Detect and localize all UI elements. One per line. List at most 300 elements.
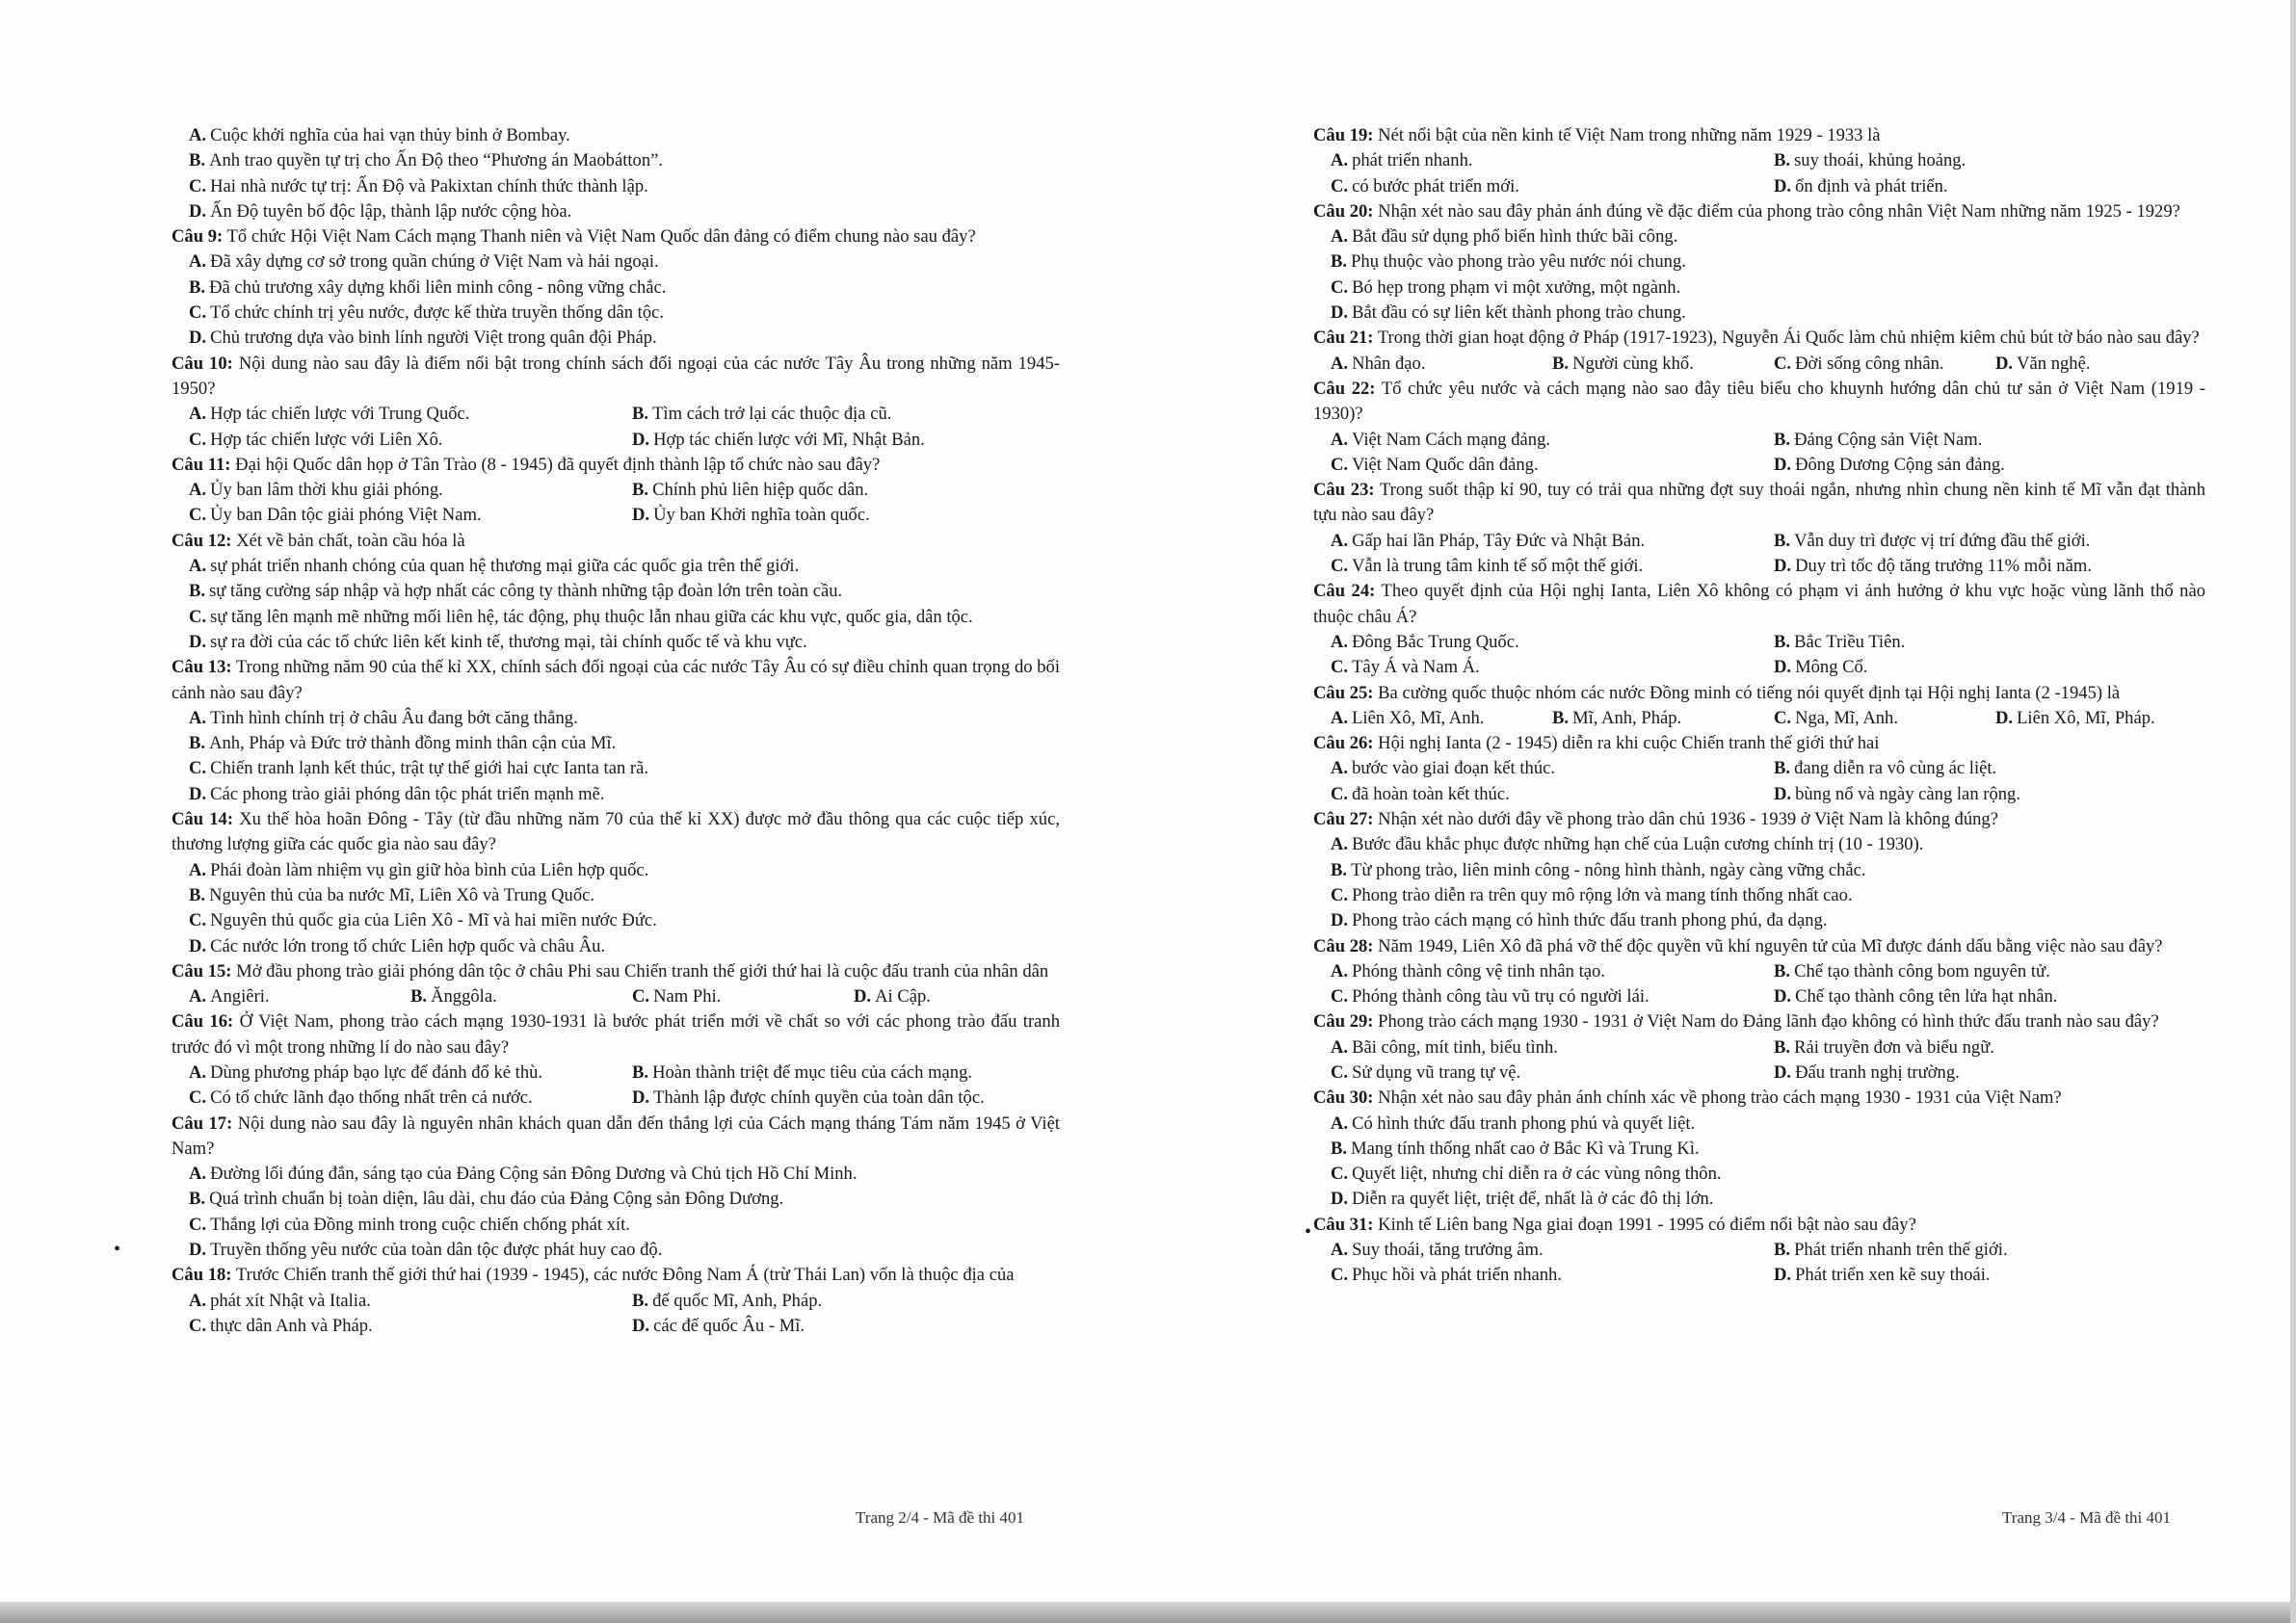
- option-text: Ai Cập.: [875, 986, 931, 1008]
- answer-option: [615, 1086, 1060, 1111]
- option-label: A.: [1331, 1036, 1349, 1058]
- option-text: Anh trao quyền tự trị cho Ấn Độ theo “Phương án Maobátton”.: [209, 150, 664, 171]
- option-text: phát xít Nhật và Italia.: [210, 1290, 371, 1311]
- option-label: A.: [1331, 150, 1349, 171]
- option-text: Nguyên thủ quốc gia của Liên Xô - Mĩ và hai miền nước Đức.: [210, 910, 657, 931]
- answer-option: [1313, 428, 1756, 453]
- answer-option: [615, 428, 1060, 453]
- option-label: C.: [189, 429, 207, 450]
- option-label: D.: [1774, 986, 1792, 1008]
- option-label: B.: [632, 1061, 649, 1083]
- option-label: C.: [1331, 1061, 1349, 1083]
- answer-option: [615, 984, 836, 1009]
- option-label: B.: [632, 480, 649, 501]
- scan-speck: •: [114, 1239, 121, 1260]
- answer-option: [1756, 352, 1978, 377]
- option-text: Người cùng khổ.: [1572, 353, 1694, 374]
- option-text: Chế tạo thành công bom nguyên tử.: [1794, 960, 2050, 982]
- answer-option: [1313, 275, 2205, 301]
- answer-option: [1756, 1238, 2205, 1263]
- option-label: C.: [1331, 454, 1349, 475]
- answer-option: [1313, 1060, 1756, 1086]
- answer-option: [1313, 301, 2205, 326]
- question-stem: [172, 224, 1060, 249]
- answer-option: [172, 1289, 615, 1314]
- option-text: Liên Xô, Mĩ, Anh.: [1352, 707, 1485, 728]
- question: [1313, 1213, 2205, 1289]
- question-number: Câu 27:: [1313, 809, 1374, 830]
- option-text: Đã xây dựng cơ sở trong quần chúng ở Việt Nam và hải ngoại.: [210, 251, 659, 273]
- option-text: Việt Nam Quốc dân đảng.: [1352, 454, 1539, 475]
- option-text: Ủy ban lâm thời khu giải phóng.: [210, 480, 443, 501]
- answer-option: [1756, 756, 2205, 781]
- option-label: C.: [1331, 986, 1349, 1008]
- option-text: Bắt đầu sử dụng phổ biến hình thức bãi công.: [1352, 226, 1678, 248]
- option-label: C.: [1331, 1164, 1349, 1185]
- option-label: A.: [189, 1290, 207, 1311]
- question-stem: [1313, 1009, 2205, 1034]
- answer-option: [1756, 453, 2205, 478]
- option-text: Hai nhà nước tự trị: Ấn Độ và Pakixtan chính thức thành lập.: [210, 175, 648, 196]
- option-text: Đã chủ trương xây dựng khối liên minh công - nông vững chắc.: [209, 276, 667, 298]
- option-text: Đông Dương Cộng sản đảng.: [1795, 454, 2005, 475]
- option-text: đã hoàn toàn kết thúc.: [1352, 783, 1510, 804]
- question: [172, 352, 1060, 453]
- answer-option: [1756, 959, 2205, 984]
- option-text: Bó hẹp trong phạm vi một xưởng, một ngành.: [1352, 276, 1681, 298]
- answer-option: [172, 503, 615, 528]
- answer-option: [1313, 1238, 1756, 1263]
- question-text: Nét nổi bật của nền kinh tế Việt Nam trong những năm 1929 - 1933 là: [1378, 125, 1881, 145]
- answer-option: [172, 782, 1060, 807]
- answer-option: [1313, 1162, 2205, 1187]
- option-label: C.: [632, 986, 650, 1008]
- option-label: B.: [632, 404, 649, 425]
- option-label: B.: [1331, 1138, 1348, 1159]
- question-stem: [172, 1263, 1060, 1288]
- question-stem: [1313, 478, 2205, 529]
- option-text: Phái đoàn làm nhiệm vụ gìn giữ hòa bình của Liên hợp quốc.: [210, 859, 649, 880]
- option-label: A.: [189, 986, 207, 1008]
- question-text: Trong suốt thập kỉ 90, tuy có trải qua những đợt suy thoái ngắn, nhưng nhìn chung nền kinh tế Mĩ vẫn đạt thành tựu nào sau đây?: [1313, 480, 2205, 526]
- answer-option: [1313, 908, 2205, 933]
- answer-option: [172, 1187, 1060, 1212]
- question-text: Xét về bản chất, toàn cầu hóa là: [236, 530, 465, 551]
- option-text: Chính phủ liên hiệp quốc dân.: [652, 480, 869, 501]
- option-label: A.: [1331, 707, 1349, 728]
- answer-option: [1756, 706, 1978, 731]
- question-stem: [172, 453, 1060, 478]
- answer-option: [1313, 756, 1756, 781]
- option-text: Tây Á và Nam Á.: [1352, 657, 1480, 678]
- question: [1313, 731, 2205, 807]
- option-text: Tìm cách trở lại các thuộc địa cũ.: [652, 404, 892, 425]
- option-label: B.: [189, 276, 206, 298]
- page-footer: Trang 3/4 - Mã đề thi 401: [2002, 1508, 2172, 1527]
- question-number: Câu 18:: [172, 1265, 232, 1286]
- option-label: D.: [1774, 556, 1792, 577]
- question-stem: [172, 655, 1060, 706]
- option-label: D.: [189, 935, 207, 956]
- question-number: Câu 12:: [172, 530, 232, 551]
- answer-option: [615, 1060, 1060, 1086]
- option-text: Có tổ chức lãnh đạo thống nhất trên cả nước.: [210, 1087, 533, 1109]
- option-text: Gấp hai lần Pháp, Tây Đức và Nhật Bản.: [1352, 530, 1646, 551]
- question: [1313, 199, 2205, 326]
- answer-option: [1978, 706, 2205, 731]
- answer-option: [172, 199, 1060, 224]
- question-stem: [172, 529, 1060, 554]
- question: [1313, 377, 2205, 478]
- scan-bottom-edge: [0, 1602, 2296, 1623]
- option-text: Sử dụng vũ trang tự vệ.: [1352, 1061, 1521, 1083]
- answer-option: [172, 1162, 1060, 1187]
- answer-options: [1313, 706, 2205, 731]
- option-label: D.: [189, 200, 207, 222]
- question-number: Câu 22:: [1313, 378, 1376, 399]
- question: [1313, 1009, 2205, 1086]
- option-label: C.: [1774, 707, 1792, 728]
- answer-option: [1313, 529, 1756, 554]
- answer-options: [172, 249, 1060, 351]
- option-text: sự phát triển nhanh chóng của quan hệ thương mại giữa các quốc gia trên thế giới.: [210, 556, 800, 577]
- option-label: D.: [1774, 1265, 1792, 1286]
- option-text: Quyết liệt, nhưng chỉ diễn ra ở các vùng nông thôn.: [1352, 1164, 1722, 1185]
- option-text: Chủ trương dựa vào binh lính người Việt trong quân đội Pháp.: [210, 327, 657, 349]
- answer-options: [1313, 428, 2205, 479]
- option-text: Đường lối đúng đắn, sáng tạo của Đảng Cộng sản Đông Dương và Chủ tịch Hồ Chí Minh.: [210, 1164, 858, 1185]
- answer-option: [172, 858, 1060, 883]
- option-text: Đảng Cộng sản Việt Nam.: [1794, 429, 1983, 450]
- option-label: B.: [1331, 251, 1348, 273]
- question-text: Trong những năm 90 của thế kỉ XX, chính sách đối ngoại của các nước Tây Âu có sự điều chỉnh quan trọng do bối cảnh nào sau đây?: [172, 657, 1061, 703]
- answer-option: [1313, 1187, 2205, 1212]
- option-label: A.: [189, 251, 207, 273]
- answer-option: [1313, 1137, 2205, 1162]
- option-label: B.: [189, 733, 206, 754]
- option-text: Diễn ra quyết liệt, triệt để, nhất là ở các đô thị lớn.: [1352, 1189, 1714, 1210]
- option-label: D.: [189, 1240, 207, 1261]
- option-label: B.: [632, 1290, 649, 1311]
- answer-option: [1313, 352, 1535, 377]
- question-text: Kinh tế Liên bang Nga giai đoạn 1991 - 1995 có điểm nổi bật nào sau đây?: [1378, 1214, 1916, 1235]
- question-stem: [1313, 1086, 2205, 1111]
- option-label: B.: [1774, 960, 1791, 982]
- option-label: C.: [189, 505, 207, 526]
- exam-page-2: [172, 123, 1060, 1339]
- option-label: D.: [1331, 1189, 1349, 1210]
- question-stem: [172, 352, 1060, 403]
- option-text: Văn nghệ.: [2017, 353, 2091, 374]
- option-label: C.: [189, 1315, 207, 1336]
- question-number: Câu 13:: [172, 657, 232, 678]
- option-text: Từ phong trào, liên minh công - nông hình thành, ngày càng vững chắc.: [1351, 859, 1866, 880]
- answer-option: [172, 934, 1060, 959]
- option-text: Việt Nam Cách mạng đảng.: [1352, 429, 1551, 450]
- answer-option: [172, 326, 1060, 351]
- option-label: A.: [1331, 353, 1349, 374]
- question-text: Nhận xét nào sau đây phản ánh chính xác về phong trào cách mạng 1930 - 1931 của Việt Nam?: [1378, 1087, 2062, 1109]
- option-label: C.: [1331, 657, 1349, 678]
- question-stem: [172, 959, 1060, 984]
- answer-option: [172, 174, 1060, 199]
- option-label: B.: [189, 884, 206, 905]
- option-text: có bước phát triển mới.: [1352, 175, 1519, 196]
- answer-options: [1313, 224, 2205, 326]
- answer-option: [172, 249, 1060, 275]
- answer-options: [172, 858, 1060, 959]
- question-text: Nội dung nào sau đây là điểm nổi bật trong chính sách đối ngoại của các nước Tây Âu trong những năm 1945-1950?: [172, 353, 1060, 399]
- option-label: A.: [189, 1061, 207, 1083]
- question: [1313, 579, 2205, 680]
- answer-options: [1313, 352, 2205, 377]
- option-text: Phục hồi và phát triển nhanh.: [1352, 1265, 1562, 1286]
- answer-option: [393, 984, 615, 1009]
- answer-option: [172, 731, 1060, 756]
- option-text: Hoàn thành triệt để mục tiêu của cách mạng.: [652, 1061, 973, 1083]
- option-label: C.: [189, 910, 207, 931]
- option-label: A.: [1331, 631, 1349, 652]
- option-text: Phát triển xen kẽ suy thoái.: [1795, 1265, 1991, 1286]
- option-text: sự tăng cường sáp nhập và hợp nhất các công ty thành những tập đoàn lớn trên toàn cầu.: [209, 581, 843, 602]
- option-text: Chế tạo thành công tên lửa hạt nhân.: [1795, 986, 2058, 1008]
- option-label: C.: [189, 302, 207, 324]
- question: [1313, 123, 2205, 199]
- answer-option: [1313, 782, 1756, 807]
- option-text: Duy trì tốc độ tăng trưởng 11% mỗi năm.: [1795, 556, 2092, 577]
- answer-option: [1313, 858, 2205, 883]
- question-number: Câu 14:: [172, 809, 234, 830]
- answer-option: [1756, 148, 2205, 173]
- option-text: Nhân đạo.: [1352, 353, 1426, 374]
- option-text: Vẫn duy trì được vị trí đứng đầu thế giới.: [1794, 530, 2091, 551]
- question-stem: [1313, 681, 2205, 706]
- answer-option: [1313, 554, 1756, 579]
- answer-option: [1756, 1060, 2205, 1086]
- question-text: Hội nghị Ianta (2 - 1945) diễn ra khi cuộc Chiến tranh thế giới thứ hai: [1378, 733, 1880, 754]
- answer-option: [172, 478, 615, 503]
- option-text: bùng nổ và ngày càng lan rộng.: [1795, 783, 2020, 804]
- option-text: Rải truyền đơn và biểu ngữ.: [1794, 1036, 1994, 1058]
- option-label: B.: [1774, 429, 1791, 450]
- answer-option: [615, 1289, 1060, 1314]
- option-label: B.: [1774, 758, 1791, 779]
- question-number: Câu 19:: [1313, 125, 1374, 145]
- option-text: Phóng thành công vệ tinh nhân tạo.: [1352, 960, 1605, 982]
- question-stem: [1313, 934, 2205, 959]
- answer-options: [172, 554, 1060, 655]
- option-label: A.: [189, 859, 207, 880]
- answer-options: [1313, 959, 2205, 1010]
- answer-option: [1313, 249, 2205, 275]
- option-text: Mang tính thống nhất cao ở Bắc Kì và Trung Kì.: [1351, 1138, 1700, 1159]
- option-label: C.: [189, 175, 207, 196]
- scan-right-edge: [2290, 0, 2296, 1623]
- option-label: B.: [1774, 631, 1791, 652]
- option-text: Nga, Mĩ, Anh.: [1795, 707, 1898, 728]
- option-text: Hợp tác chiến lược với Trung Quốc.: [210, 404, 470, 425]
- question-text: Năm 1949, Liên Xô đã phá vỡ thế độc quyền vũ khí nguyên tử của Mĩ được đánh dấu bằng việc nào sau đây?: [1378, 935, 2163, 956]
- option-label: C.: [189, 606, 207, 627]
- option-text: Mông Cổ.: [1795, 657, 1868, 678]
- option-label: A.: [1331, 960, 1349, 982]
- option-text: Nguyên thủ của ba nước Mĩ, Liên Xô và Trung Quốc.: [209, 884, 595, 905]
- answer-option: [1756, 1035, 2205, 1060]
- answer-option: [1313, 1263, 1756, 1288]
- answer-option: [172, 1086, 615, 1111]
- option-label: C.: [1331, 556, 1349, 577]
- option-label: C.: [189, 1087, 207, 1109]
- answer-option: [172, 1213, 1060, 1238]
- question-number: Câu 20:: [1313, 200, 1374, 222]
- page-footer: Trang 2/4 - Mã đề thi 401: [856, 1508, 1025, 1527]
- question-text: Phong trào cách mạng 1930 - 1931 ở Việt Nam do Đảng lãnh đạo không có hình thức đấu tranh nào sau đây?: [1378, 1011, 2159, 1033]
- option-label: D.: [1774, 783, 1792, 804]
- option-label: D.: [189, 783, 207, 804]
- option-label: D.: [1774, 1061, 1792, 1083]
- option-label: A.: [1331, 1113, 1349, 1134]
- question-number: Câu 28:: [1313, 935, 1374, 956]
- question-stem: [172, 1112, 1060, 1163]
- option-label: B.: [1774, 1036, 1791, 1058]
- answer-option: [1756, 554, 2205, 579]
- option-text: Ủy ban Dân tộc giải phóng Việt Nam.: [210, 505, 482, 526]
- option-text: Phong trào diễn ra trên quy mô rộng lớn và mang tính thống nhất cao.: [1352, 884, 1853, 905]
- answer-option: [1756, 782, 2205, 807]
- answer-options: [172, 1162, 1060, 1263]
- answer-options: [172, 402, 1060, 453]
- answer-option: [615, 478, 1060, 503]
- option-text: các đế quốc Âu - Mĩ.: [653, 1315, 805, 1336]
- option-text: Bãi công, mít tinh, biểu tình.: [1352, 1036, 1558, 1058]
- answer-options: [1313, 1112, 2205, 1213]
- option-text: sự tăng lên mạnh mẽ những mối liên hệ, tác động, phụ thuộc lẫn nhau giữa các khu vực, quốc gia, dân tộc.: [210, 606, 973, 627]
- answer-option: [1313, 224, 2205, 249]
- question-number: Câu 21:: [1313, 327, 1374, 349]
- option-text: thực dân Anh và Pháp.: [210, 1315, 373, 1336]
- answer-option: [1756, 428, 2205, 453]
- answer-options: [1313, 630, 2205, 681]
- answer-options: [172, 1060, 1060, 1112]
- continued-options: [172, 123, 1060, 224]
- answer-option: [1535, 706, 1756, 731]
- option-label: D.: [1774, 454, 1792, 475]
- answer-option: [1313, 655, 1756, 680]
- question-number: Câu 11:: [172, 454, 231, 475]
- question-number: Câu 17:: [172, 1113, 233, 1134]
- answer-option: [1313, 1112, 2205, 1137]
- option-label: A.: [189, 404, 207, 425]
- option-text: Bắt đầu có sự liên kết thành phong trào chung.: [1352, 302, 1686, 324]
- answer-option: [1313, 1035, 1756, 1060]
- option-label: A.: [189, 707, 207, 728]
- answer-option: [172, 630, 1060, 655]
- question-number: Câu 15:: [172, 960, 232, 982]
- question-number: Câu 31:: [1313, 1214, 1374, 1235]
- option-label: D.: [1995, 353, 2014, 374]
- option-label: A.: [1331, 1240, 1349, 1261]
- answer-option: [1313, 174, 1756, 199]
- question-text: Nhận xét nào dưới đây về phong trào dân chủ 1936 - 1939 ở Việt Nam là không đúng?: [1378, 809, 1998, 830]
- question-number: Câu 26:: [1313, 733, 1374, 754]
- option-text: Suy thoái, tăng trưởng âm.: [1352, 1240, 1544, 1261]
- answer-options: [1313, 832, 2205, 933]
- question: [172, 807, 1060, 959]
- answer-option: [615, 402, 1060, 427]
- option-text: Mĩ, Anh, Pháp.: [1572, 707, 1682, 728]
- question: [1313, 326, 2205, 377]
- option-label: A.: [1331, 758, 1349, 779]
- option-text: bước vào giai đoạn kết thúc.: [1352, 758, 1556, 779]
- question: [172, 453, 1060, 529]
- answer-option: [1535, 352, 1756, 377]
- question-stem: [1313, 1213, 2205, 1238]
- question-stem: [1313, 377, 2205, 428]
- option-label: B.: [189, 150, 206, 171]
- answer-options: [1313, 1035, 2205, 1086]
- option-text: Phụ thuộc vào phong trào yêu nước nói chung.: [1351, 251, 1686, 273]
- option-label: C.: [1331, 783, 1349, 804]
- option-label: D.: [632, 1315, 650, 1336]
- answer-option: [172, 756, 1060, 781]
- exam-page-3: [1313, 123, 2205, 1289]
- answer-option: [172, 883, 1060, 908]
- question: [172, 959, 1060, 1010]
- option-text: Có hình thức đấu tranh phong phú và quyết liệt.: [1352, 1113, 1696, 1134]
- option-label: D.: [632, 1087, 650, 1109]
- question-text: Đại hội Quốc dân họp ở Tân Trào (8 - 1945) đã quyết định thành lập tổ chức nào sau đây?: [235, 454, 881, 475]
- answer-option: [172, 908, 1060, 933]
- answer-option: [172, 123, 1060, 148]
- option-label: D.: [854, 986, 872, 1008]
- question-number: Câu 25:: [1313, 682, 1374, 703]
- answer-options: [172, 706, 1060, 807]
- option-label: D.: [1331, 910, 1349, 931]
- option-text: Hợp tác chiến lược với Liên Xô.: [210, 429, 443, 450]
- answer-option: [172, 148, 1060, 173]
- option-text: Thắng lợi của Đồng minh trong cuộc chiến chống phát xít.: [210, 1214, 630, 1235]
- option-label: C.: [1331, 1265, 1349, 1286]
- question: [1313, 807, 2205, 933]
- option-label: B.: [1774, 530, 1791, 551]
- question: [1313, 934, 2205, 1010]
- answer-option: [172, 706, 1060, 731]
- option-text: Quá trình chuẩn bị toàn diện, lâu dài, chu đáo của Đảng Cộng sản Đông Dương.: [209, 1189, 784, 1210]
- question: [172, 529, 1060, 655]
- question-text: Tổ chức Hội Việt Nam Cách mạng Thanh niên và Việt Nam Quốc dân đảng có điểm chung nào sau đây?: [226, 226, 976, 248]
- option-text: Vẫn là trung tâm kinh tế số một thế giới.: [1352, 556, 1644, 577]
- option-label: A.: [189, 1164, 207, 1185]
- question-stem: [172, 807, 1060, 858]
- option-text: Ấn Độ tuyên bố độc lập, thành lập nước cộng hòa.: [210, 200, 572, 222]
- option-label: C.: [1331, 175, 1349, 196]
- answer-option: [172, 301, 1060, 326]
- option-label: D.: [632, 429, 650, 450]
- option-text: Nam Phi.: [653, 986, 722, 1008]
- question-stem: [1313, 579, 2205, 630]
- answer-option: [172, 1314, 615, 1339]
- question-number: Câu 29:: [1313, 1011, 1374, 1033]
- answer-option: [1313, 984, 1756, 1009]
- option-text: Tình hình chính trị ở châu Âu đang bớt căng thẳng.: [210, 707, 578, 728]
- option-label: B.: [1552, 707, 1570, 728]
- option-label: A.: [1331, 226, 1349, 248]
- answer-option: [172, 554, 1060, 579]
- question-stem: [1313, 199, 2205, 224]
- question-text: Trong thời gian hoạt động ở Pháp (1917-1923), Nguyễn Ái Quốc làm chủ nhiệm kiêm chủ bút tờ báo nào sau đây?: [1377, 327, 2200, 349]
- option-label: C.: [1774, 353, 1792, 374]
- answer-option: [172, 1238, 1060, 1263]
